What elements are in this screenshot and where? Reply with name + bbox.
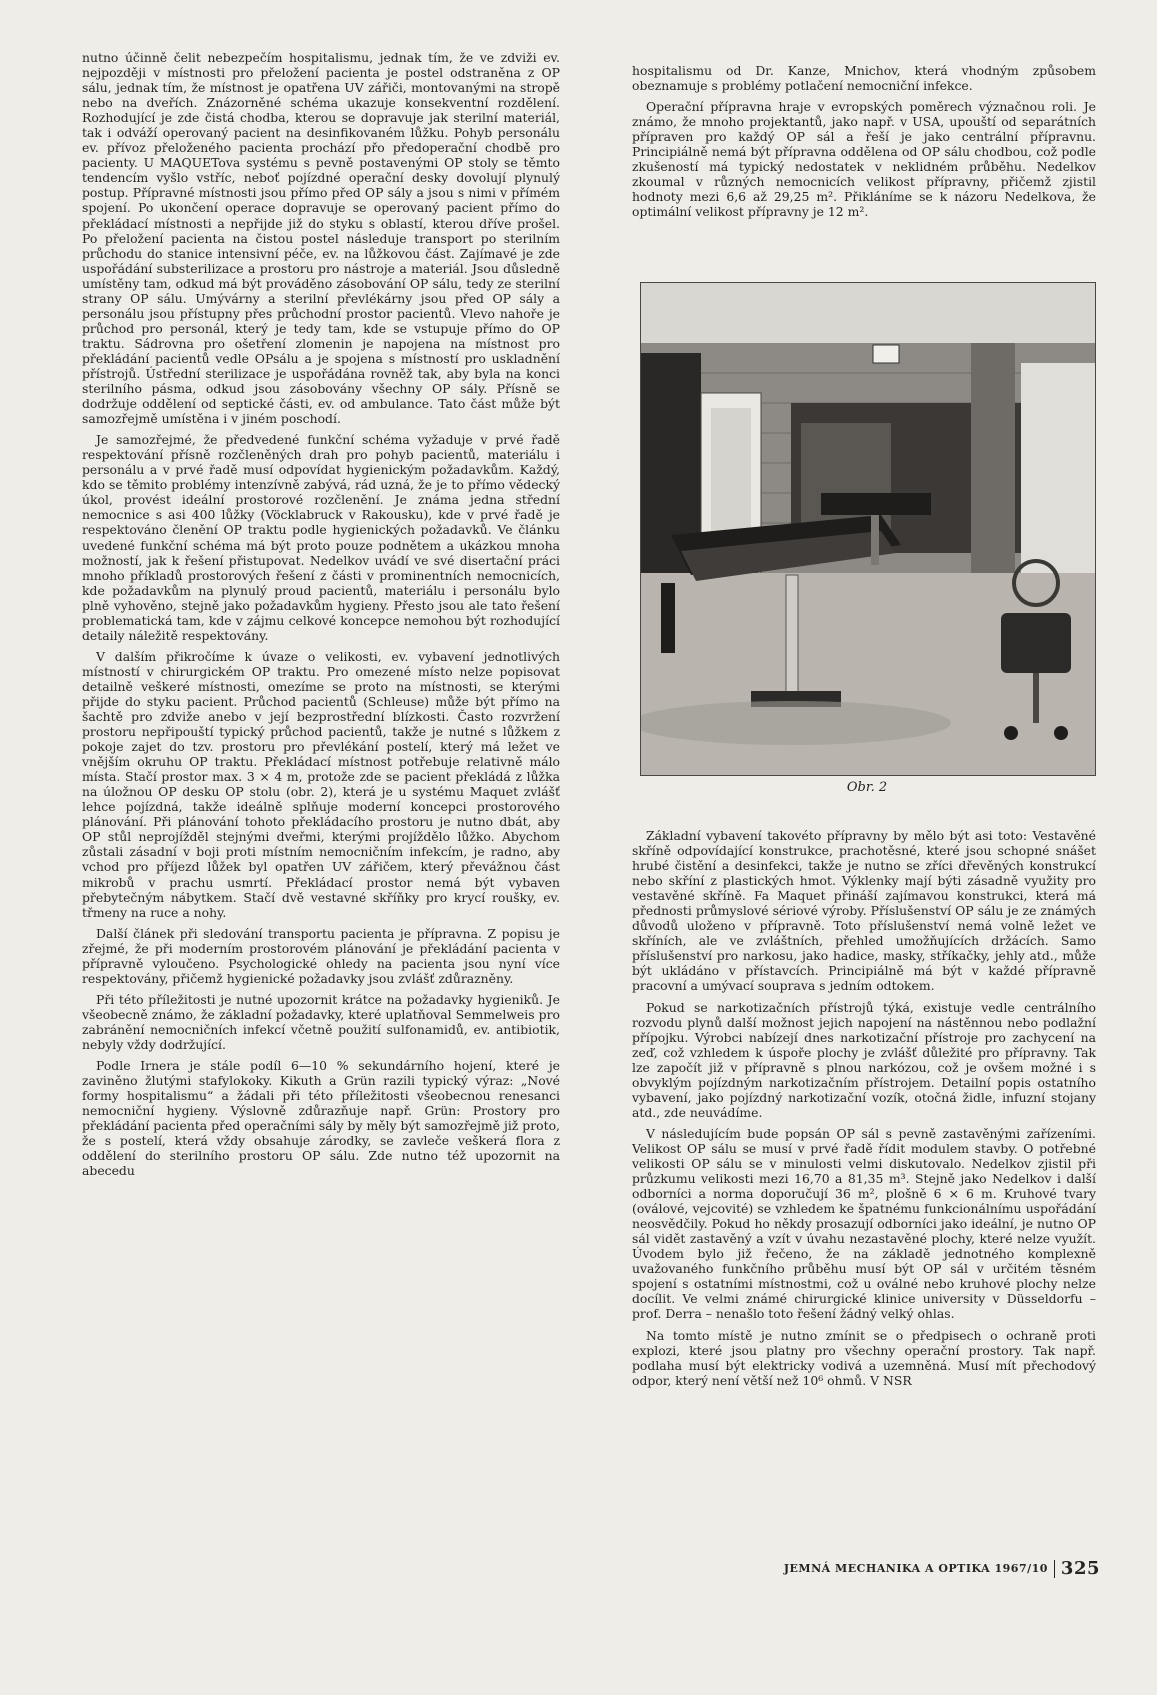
right-column-top [632,63,1096,225]
figure-caption: Obr. 2 [846,780,888,795]
paragraph: Je samozřejmé, že předvedené funkční schéma vyžaduje v prvé řadě respektování přísně rozčleněných drah pro pohyb pacientů, materiálu i personálu a v prvé řadě musí odpovídat hygienickým požadavkům. Každý, kdo se těmito problémy intenzívně zabývá, rád uzná, že je to přímo vědecký úkol, provést ideální prostorové rozčlenění. Je známa jedna střední nemocnice s asi 400 lůžky (Vöcklabruck v Rakousku), kde v prvé řadě je respektováno členění OP traktu podle hygienických požadavků. Ve článku uvedené funkční schéma má být proto pouze podnětem a ukázkou mnoha možností, jak k řešení přistupovat. Nedelkov uvádí ve své disertační práci mnoho příkladů prostorových řešení z části v prominentních nemocnicích, kde požadavkům na plynulý proud pacientů, materiálu i personálu bylo plně vyhověno, stejně jako požadavkům hygieny. Přesto jsou ale tato řešení problematická tam, kde v zájmu celkové koncepce nemohou být rozhodující detaily náležitě respektovány. [82,432,560,643]
paragraph: V dalším přikročíme k úvaze o velikosti, ev. vybavení jednotlivých místností v chirurgickém OP traktu. Pro omezené místo nelze popisovat detailně veškeré místnosti, omezíme se proto na místnosti, se kterými přijde do styku pacient. Průchod pacientů (Schleuse) může být přímo na šachtě pro zdviže anebo v její bezprostřední blízkosti. Často rozvržení prostoru nepřipouští typický průchod pacientů, takže je nutné s lůžkem z pokoje zajet do tzv. prostoru pro převlékání postelí, který má ležet ve vnějším okruhu OP traktu. Překládací místnost potřebuje relativně málo místa. Stačí prostor max. 3 × 4 m, protože zde se pacient překládá z lůžka na úložnou OP desku OP stolu (obr. 2), která je u systému Maquet zvlášť lehce pojízdná, takže ideálně splňuje moderní koncepci prostorového plánování. Při plánování tohoto překládacího prostoru je nutno dbát, aby OP stůl neprojížděl stejnými dveřmi, kterými projíždělo lůžko. Abychom zůstali zásadní v boji proti místním nemocničním infekcím, je radno, aby vchod pro příjezd lůžek byl opatřen UV zářičem, který převážnou část mikrobů v prachu usmrtí. Překládací prostor nemá být vybaven přebytečným nábytkem. Stačí dvě vestavné skříňky pro krycí roušky, ev. třmeny na ruce a nohy. [82,648,560,920]
paragraph: Operační přípravna hraje v evropských poměrech význačnou roli. Je známo, že mnoho projektantů, jako např. v USA, upouští od separátních přípraven pro každý OP sál a řeší je jako centrální přípravnu. Principiálně nemá být přípravna oddělena od OP sálu chodbou, což podle zkušeností má typický nedostatek v neklidném průběhu. Nedelkov zkoumal v různých nemocnicích velikost přípravny, přičemž zjistil hodnoty mezi 6,6 až 29,25 m². Přikláníme se k názoru Nedelkova, že optimální velikost přípravny je 12 m². [632,99,1096,220]
ceiling [641,283,1095,353]
right-window [1021,363,1095,583]
paragraph: Další článek při sledování transportu pacienta je přípravna. Z popisu je zřejmé, že při moderním prostorovém plánování je překládání pacienta v přípravně vyloučeno. Psychologické ohledy na pacienta jsou nyní více respektovány, přičemž hygienické požadavky jsou zvlášť zdůrazněny. [82,925,560,986]
left-column [82,50,560,1184]
figure-photo-operating-room [640,282,1096,776]
paragraph: hospitalismu od Dr. Kanze, Mnichov, která vhodným způsobem obeznamuje s problémy potlačení nemocniční infekce. [632,63,1096,94]
paragraph: V následujícím bude popsán OP sál s pevně zastavěnými zařízeními. Velikost OP sálu se musí v prvé řadě řídit modulem stavby. O potřebné velikosti OP sálu se v minulosti velmi diskutovalo. Nedelkov zjistil při průzkumu velikosti mezi 16,70 a 81,35 m³. Stejně jako Nedelkov i další odborníci a norma doporučují 36 m², plošně 6 × 6 m. Kruhové tvary (oválové, vejcovité) se vzhledem ke špatnému funkcionálnímu uspořádání neosvědčily. Pokud ho někdy prosazují odborníci jako ideální, je nutno OP sál vidět zastavěný a vzít v úvahu nezastavěné plochy, které nelze využít. Úvodem bylo již řečeno, že na základě jednotného komplexně uvažovaného funkčního průběhu musí být OP sál v určitém těsném spojení s ostatními místnostmi, což u oválné nebo kruhové plochy nelze docílit. Ve velmi známé chirurgické klinice university v Düsseldorfu – prof. Derra – nenašlo toto řešení žádný velký ohlas. [632,1125,1096,1322]
wall-clock [873,345,899,363]
journal-name: JEMNÁ MECHANIKA A OPTIKA 1967/10 [783,1562,1048,1575]
paragraph: Podle Irnera je stále podíl 6—10 % sekundárního hojení, které je zaviněno žlutými stafylokoky. Kikuth a Grün razili typický výraz: „Nové formy hospitalismu“ a žádali při této příležitosti všeobecnou renesanci nemocniční hygieny. Výslovně zdůrazňuje např. Grün: Prostory pro překládání pacienta před operačními sály by měly být samozřejmě již proto, že s postelí, která vždy obsahuje zárodky, se zavleče veškerá flora z oddělení do sterilního prostoru OP sálu. Zde nutno též upozornit na abecedu [82,1058,560,1179]
photo-operating-prep-room [641,283,1095,775]
footer-separator [1054,1560,1055,1578]
paragraph: Pokud se narkotizačních přístrojů týká, existuje vedle centrálního rozvodu plynů další možnost jejich napojení na nástěnnou nebo podlažní přípojku. Výrobci nabízejí dnes narkotizační přístroje pro zachycení na zeď, což vzhledem k úspoře plochy je zvlášť důležité pro přípravny. Tak lze započít již v přípravně s plnou narkózou, což je ovšem možné i s obvyklým pojízdným narkotizačním přístrojem. Detailní popis ostatního vybavení, jako pojízdný narkotizační vozík, otočná židle, infuzní stojany atd., zde neuvádíme. [632,999,1096,1120]
paragraph: Na tomto místě je nutno zmínit se o předpisech o ochraně proti explozi, které jsou platny pro všechny operační prostory. Tak např. podlaha musí být elektricky vodivá a uzemněná. Musí mít přechodový odpor, který není větší než 10⁶ ohmů. V NSR [632,1327,1096,1388]
right-column-bottom [632,828,1096,1394]
wall-column [971,343,1015,573]
floor-shadow [641,701,951,745]
page-number: 325 [1060,1558,1100,1579]
paragraph: Základní vybavení takovéto přípravny by mělo být asi toto: Vestavěné skříně odpovídající konstrukce, prachotěsné, které jsou schopné snášet hrubé čistění a desinfekci, takže je nutno se zříci dřevěných konstrukcí nebo skříní z plastických hmot. Výklenky mají býti zásadně využity pro vestavěné skříně. Fa Maquet přináší zajímavou konstrukci, která má přednosti průmyslové sériové výroby. Příslušenství OP sálu je ze známých důvodů uloženo v přípravně. Toto příslušenství nemá volně ležet ve skříních, ale ve zvláštních, přehled umožňujících držácích. Samo příslušenství pro narkosu, jako hadice, masky, stříkačky, jehly atd., může být ukládáno v přístavcích. Principiálně má být v každé přípravně pracovní a umývací souprava s jedním odtokem. [632,828,1096,994]
paragraph: Při této příležitosti je nutné upozornit krátce na požadavky hygieniků. Je všeobecně známo, že základní požadavky, které uplatňoval Semmelweis pro zabránění nemocničních infekcí včetně použití sulfonamidů, ev. antibiotik, nebyly vždy dodržující. [82,991,560,1052]
page-footer [760,1558,1100,1579]
paragraph: nutno účinně čelit nebezpečím hospitalismu, jednak tím, že ve zdviži ev. nejpozději v místnosti pro přeložení pacienta je postel odstraněna z OP sálu, jednak tím, že místnost je opatřena UV zářiči, montovanými na stropě nebo na dveřích. Znázorněné schéma ukazuje konsekventní rozdělení. Rozhodující je zde čistá chodba, kterou se dopravuje jak sterilní materiál, tak i odváží operovaný pacient na desinfikovaném lůžku. Pohyb personálu ev. přívoz přeloženého pacienta prochází přo předoperační chodbě pro pacienty. U MAQUETova systému s pevně postavenými OP stoly se těmto tendencím vyšlo vstříc, neboť pojízdné operační desky dovolují plynulý postup. Přípravné místnosti jsou přímo před OP sály a jsou s nimi v přímém spojení. Po ukončení operace dopravuje se operovaný pacient přímo do překládací místnosti a nepřijde již do styku s oblastí, kterou dříve prošel. Po přeložení pacienta na čistou postel následuje transport po sterilním průchodu do stanice intensivní péče, ev. na lůžkovou část. Zajímavé je zde uspořádání substerilizace a prostoru pro nástroje a materiál. Jsou důsledně umístěny tam, odkud má být prováděno zásobování OP sálu, tedy ze sterilní strany OP sálu. Umývárny a sterilní převlékárny jsou před OP sály a personálu jsou přístupny přes průchodní prostor pacientů. Vlevo nahoře je průchod pro personál, který je tedy tam, kde se vstupuje přímo do OP traktu. Sádrovna pro ošetření zlomenin je napojena na místnost pro překládání pacientů vedle OPsálu a je spojena s místností pro uskladnění přístrojů. Ústřední sterilizace je uspořádána rovněž tak, aby byla na konci sterilního pásma, odkud jsou zásobovány všechny OP sály. Přísně se dodržuje oddělení od septické části, ev. od ambulance. Tato část může být samozřejmě umístěna i v jiném poschodí. [82,50,560,427]
